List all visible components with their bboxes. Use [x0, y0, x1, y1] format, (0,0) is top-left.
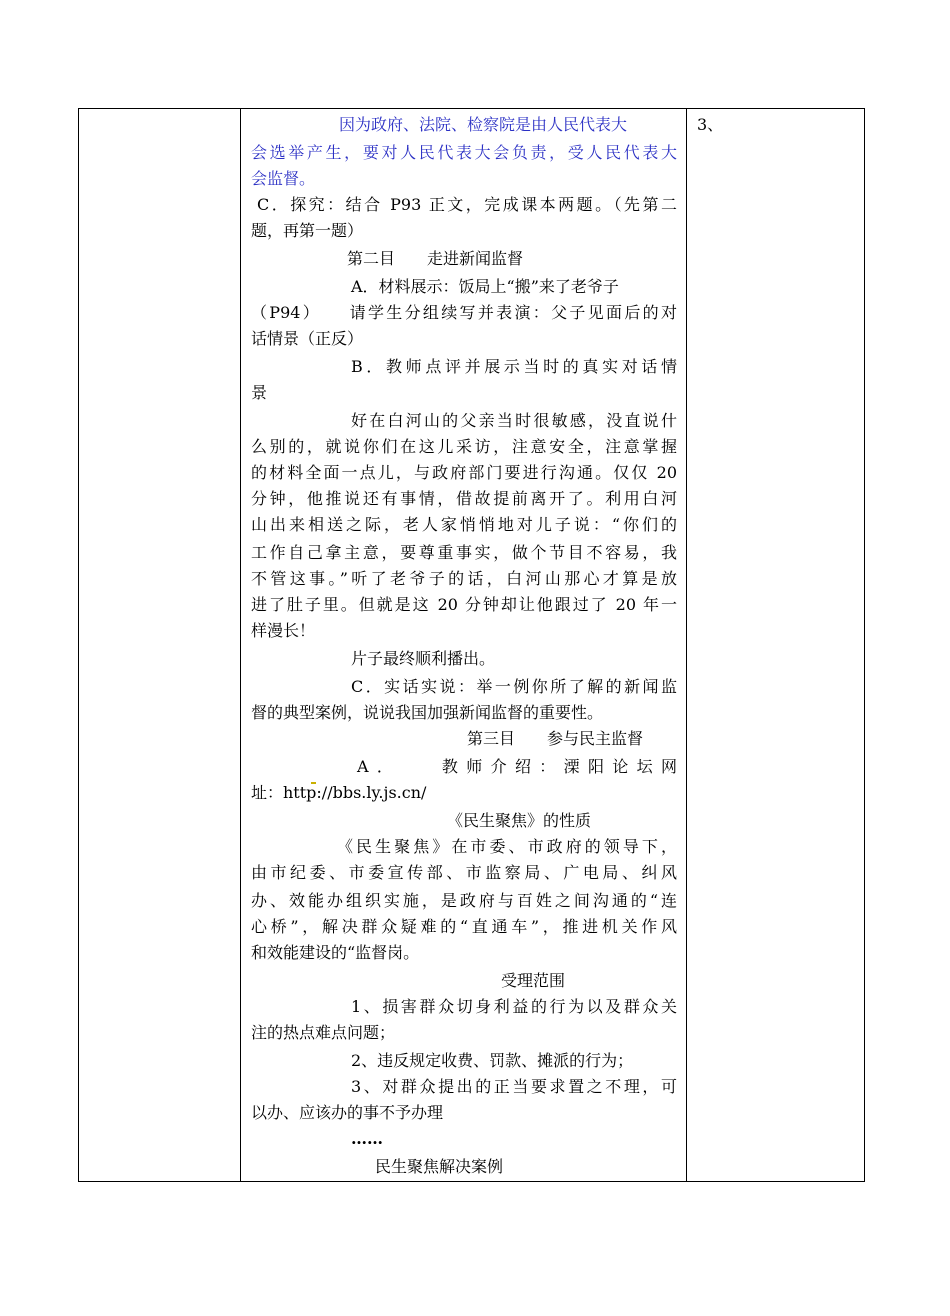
text-line: 片子最终顺利播出。 — [351, 649, 496, 668]
section-heading: 第二目 走进新闻监督 — [347, 249, 524, 268]
left-column-cell — [79, 109, 241, 1181]
lesson-plan-table — [78, 108, 865, 1182]
subheading: 民生聚焦解决案例 — [375, 1157, 504, 1176]
text-line: 么别的，就说你们在这儿采访，注意安全，注意掌握 — [251, 437, 677, 456]
text-line: 山出来相送之际，老人家悄悄地对儿子说：“你们的 — [251, 515, 677, 534]
text-line: 工作自己拿主意，要尊重事实，做个节目不容易，我 — [251, 543, 677, 562]
text-line: 和效能建设的“监督岗。 — [251, 943, 420, 962]
section-heading: 第三目 参与民主监督 — [467, 729, 644, 748]
text-line: 由市纪委、市委宣传部、市监察局、广电局、纠风 — [251, 863, 677, 882]
text-line: A．材料展示：饭局上“搬”来了老爷子 — [351, 277, 619, 296]
text-line: A． 教师介绍：溧阳论坛网 — [357, 757, 677, 776]
subheading: 《民生聚焦》的性质 — [447, 811, 592, 830]
text-line: 心桥”，解决群众疑难的“直通车”，推进机关作风 — [251, 917, 677, 936]
text-line: 进了肚子里。但就是这 20 分钟却让他跟过了 20 年一 — [251, 595, 677, 614]
text-line: C．实话实说：举一例你所了解的新闻监 — [351, 677, 677, 696]
subheading: 受理范围 — [501, 971, 566, 990]
text-line: 会监督。 — [251, 169, 316, 188]
text-line: 不管这事。”听了老爷子的话，白河山那心才算是放 — [251, 569, 677, 588]
right-column-number: 3、 — [697, 115, 724, 134]
text-line: 因为政府、法院、检察院是由人民代表大 — [339, 115, 628, 134]
text-line: 以办、应该办的事不予办理 — [251, 1103, 444, 1122]
text-line: 督的典型案例，说说我国加强新闻监督的重要性。 — [251, 703, 604, 722]
right-column-cell — [687, 109, 864, 1181]
text-line: C．探究：结合 P93 正文，完成课本两题。（先第二 — [257, 195, 677, 214]
text-line: 的材料全面一点儿，与政府部门要进行沟通。仅仅 20 — [251, 463, 677, 482]
text-line: 2、违反规定收费、罚款、摊派的行为； — [351, 1051, 634, 1070]
text-line: 址：http://bbs.ly.js.cn/ — [251, 783, 427, 802]
text-line: 分钟，他推说还有事情，借故提前离开了。利用白河 — [251, 489, 677, 508]
text-line: 1、损害群众切身利益的行为以及群众关 — [351, 997, 677, 1016]
text-line: 题，再第一题） — [251, 221, 364, 240]
text-line: 注的热点难点问题； — [251, 1023, 396, 1042]
ellipsis: …… — [351, 1129, 383, 1148]
text-line: 3、对群众提出的正当要求置之不理，可 — [351, 1077, 677, 1096]
text-line: 话情景（正反） — [251, 329, 364, 348]
main-content-cell — [241, 109, 687, 1181]
text-line: 好在白河山的父亲当时很敏感，没直说什 — [351, 411, 677, 430]
text-line: B．教师点评并展示当时的真实对话情 — [351, 357, 677, 376]
text-line: 《民生聚焦》在市委、市政府的领导下， — [337, 837, 677, 856]
text-line: 会选举产生，要对人民代表大会负责，受人民代表大 — [251, 143, 677, 162]
text-line: 景 — [251, 383, 268, 402]
text-line: 样漫长！ — [251, 621, 316, 640]
text-line: 办、效能办组织实施，是政府与百姓之间沟通的“连 — [251, 891, 677, 910]
text-line: （P94） 请学生分组续写并表演：父子见面后的对 — [251, 303, 677, 322]
